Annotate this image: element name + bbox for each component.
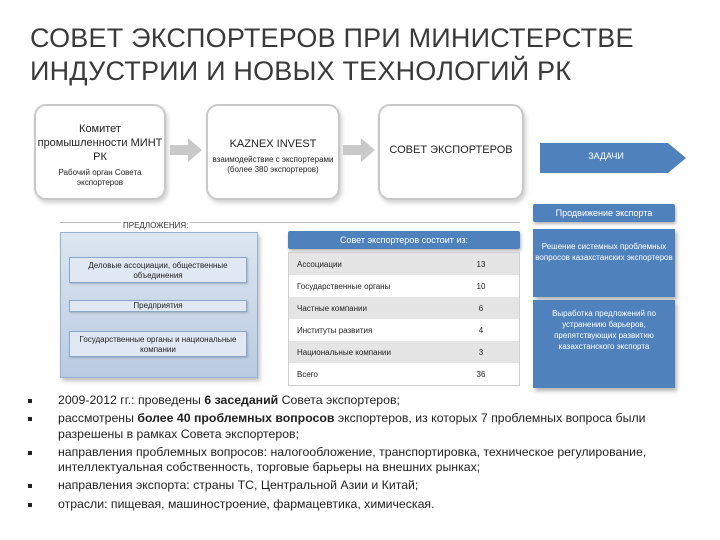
row-name: Национальные компании bbox=[297, 348, 391, 357]
task-panel: Решение системных проблемных вопросов казахстанских экспортеров bbox=[533, 229, 675, 297]
tasks-arrow bbox=[540, 143, 686, 173]
kaznex-box bbox=[206, 104, 340, 200]
row-name: Институты развития bbox=[297, 326, 373, 335]
council-table-header: Совет экспортеров состоит из: bbox=[288, 231, 520, 249]
table-row bbox=[289, 297, 519, 319]
row-value: 13 bbox=[476, 260, 486, 269]
table-row bbox=[289, 319, 519, 341]
tasks-label: ЗАДАЧИ bbox=[588, 151, 624, 161]
proposal-item: Государственные органы и национальные компании bbox=[69, 331, 247, 357]
arrow-right-icon bbox=[343, 138, 375, 162]
row-value: 36 bbox=[476, 370, 486, 379]
council-table bbox=[288, 252, 520, 386]
export-promotion-bar: Продвижение экспорта bbox=[533, 204, 675, 222]
table-row bbox=[289, 253, 519, 275]
proposal-item: Предприятия bbox=[69, 300, 247, 312]
committee-box bbox=[34, 104, 166, 200]
task-panel: Выработка предложений по устранению барьеров, препятствующих развитию казахстанского экспорта bbox=[533, 300, 675, 388]
row-name: Всего bbox=[297, 370, 318, 379]
list-item: направления экспорта: страны ТС, Центральной Азии и Китай; bbox=[28, 478, 708, 493]
kaznex-subtitle: взаимодействие с экспортерами (более 380 экспортеров) bbox=[212, 155, 334, 174]
arrow-right-icon bbox=[170, 138, 202, 162]
row-name: Частные компании bbox=[297, 304, 367, 313]
proposals-label: ПРЕДЛОЖЕНИЯ: bbox=[123, 221, 189, 230]
council-title: СОВЕТ ЭКСПОРТЕРОВ bbox=[389, 144, 513, 156]
bullet-icon bbox=[28, 399, 32, 403]
row-name: Государственные органы bbox=[297, 282, 391, 291]
row-value: 10 bbox=[476, 282, 486, 291]
kaznex-title: KAZNEX INVEST bbox=[229, 138, 317, 150]
table-row bbox=[289, 363, 519, 385]
list-item: отрасли: пищевая, машиностроение, фармацевтика, химическая. bbox=[28, 497, 708, 512]
summary-list bbox=[28, 393, 708, 515]
committee-title: Комитет промышленности МИНТ РК bbox=[37, 123, 163, 163]
list-item: направления проблемных вопросов: налогообложение, транспортировка, техническое регулирование, интеллектуальная собственность, торговые барьеры на внешних рынках; bbox=[28, 445, 708, 476]
table-row bbox=[289, 341, 519, 363]
proposal-item: Деловые ассоциации, общественные объединения bbox=[69, 257, 247, 283]
list-item: 2009-2012 гг.: проведены 6 заседаний Совета экспортеров; bbox=[28, 393, 708, 408]
proposals-panel bbox=[60, 232, 258, 378]
title-line-2: ИНДУСТРИИ И НОВЫХ ТЕХНОЛОГИЙ РК bbox=[30, 56, 572, 86]
bullet-icon bbox=[28, 484, 32, 488]
page-title bbox=[30, 22, 710, 88]
row-value: 4 bbox=[478, 326, 484, 335]
bullet-icon bbox=[28, 417, 32, 421]
council-box bbox=[378, 104, 524, 200]
bullet-icon bbox=[28, 451, 32, 455]
list-item: рассмотрены более 40 проблемных вопросов экспортеров, из которых 7 проблемных вопроса были разрешены в рамках Совета экспортеров; bbox=[28, 411, 708, 442]
row-value: 3 bbox=[478, 348, 484, 357]
row-value: 6 bbox=[478, 304, 484, 313]
committee-subtitle: Рабочий орган Совета экспортеров bbox=[58, 168, 142, 187]
row-name: Ассоциации bbox=[297, 260, 342, 269]
table-row bbox=[289, 275, 519, 297]
bullet-icon bbox=[28, 503, 32, 507]
title-line-1: СОВЕТ ЭКСПОРТЕРОВ ПРИ МИНИСТЕРСТВЕ bbox=[30, 23, 634, 53]
